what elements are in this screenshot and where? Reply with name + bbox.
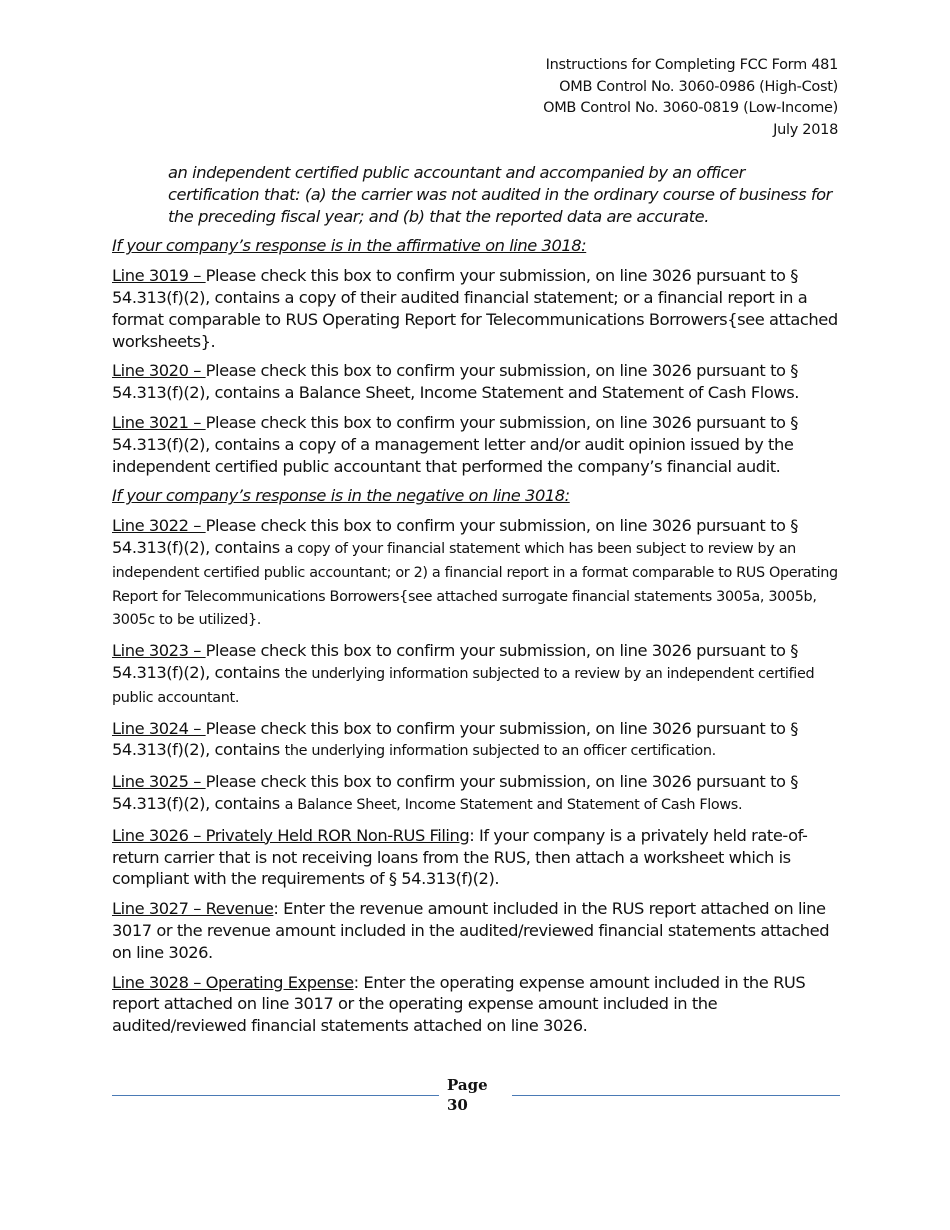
- line-3028-paragraph: [112, 972, 840, 1037]
- page-number-block: [447, 1075, 507, 1115]
- line-3023-text-small: the underlying information subjected to a review by an independent certified public accountant.: [112, 665, 815, 706]
- line-3021-text: Please check this box to confirm your submission, on line 3026 pursuant to § 54.313(f)(2), contains a copy of a management letter and/or audit opinion issued by the independent certified public accountant that performed the company’s financial audit.: [112, 412, 798, 476]
- line-3025-text-small: a Balance Sheet, Income Statement and Statement of Cash Flows.: [284, 796, 743, 813]
- footer-rule-right: [512, 1095, 840, 1096]
- page-number: 30: [447, 1096, 468, 1114]
- line-3020-text: Please check this box to confirm your submission, on line 3026 pursuant to § 54.313(f)(2), contains a Balance Sheet, Income Statement and Statement of Cash Flows.: [112, 361, 799, 403]
- line-3020-paragraph: [112, 360, 840, 404]
- line-3028-text: : Enter the operating expense amount included in the RUS report attached on line 3017 or the operating expense amount included in the audited/reviewed financial statements attached on line 3026.: [112, 972, 806, 1036]
- line-3025-label: Line 3025 –: [112, 772, 206, 792]
- line-3028-label: Line 3028 – Operating Expense: [112, 972, 354, 992]
- line-3021-label: Line 3021 –: [112, 412, 206, 432]
- line-3024-paragraph: [112, 718, 840, 764]
- line-3024-label: Line 3024 –: [112, 718, 206, 738]
- header-date: July 2018: [773, 121, 838, 138]
- line-3027-label: Line 3027 – Revenue: [112, 899, 274, 919]
- header-omb-high-cost: OMB Control No. 3060-0986 (High-Cost): [559, 78, 838, 95]
- line-3024-text: Please check this box to confirm your submission, on line 3026 pursuant to § 54.313(f)(2), contains: [112, 718, 798, 760]
- line-3024-text-small: the underlying information subjected to an officer certification.: [284, 743, 716, 760]
- line-3022-label: Line 3022 –: [112, 516, 206, 536]
- header-omb-low-income: OMB Control No. 3060-0819 (Low-Income): [543, 100, 838, 116]
- page-footer: [112, 1075, 840, 1119]
- document-header: [543, 55, 838, 141]
- line-3026-paragraph: [112, 825, 840, 890]
- line-3026-label: Line 3026 – Privately Held ROR Non-RUS Filing: [112, 825, 470, 845]
- line-3025-paragraph: [112, 771, 840, 817]
- line-3023-label: Line 3023 –: [112, 641, 206, 661]
- line-3022-text: Please check this box to confirm your submission, on line 3026 pursuant to § 54.313(f)(2), contains: [112, 516, 798, 557]
- intro-italic-paragraph: an independent certified public accountant and accompanied by an officer certification that: (a) the carrier was not audited in the ordinary course of business for the preceding fiscal year; and (b) that the reported data are accurate.: [168, 163, 832, 226]
- line-3027-text: : Enter the revenue amount included in the RUS report attached on line 3017 or the revenue amount included in the audited/reviewed financial statements attached on line 3026.: [112, 899, 830, 962]
- line-3019-label: Line 3019 –: [112, 266, 206, 286]
- line-3019-text: Please check this box to confirm your submission, on line 3026 pursuant to § 54.313(f)(2), contains a copy of their audited financial statement; or a financial report in a format comparable to RUS Operating Report for Telecommunications Borrowers{see attached worksheets}.: [112, 266, 838, 351]
- line-3021-paragraph: [112, 412, 840, 477]
- line-3023-paragraph: [112, 640, 840, 709]
- line-3022-paragraph: [112, 515, 840, 632]
- line-3023-text: Please check this box to confirm your submission, on line 3026 pursuant to § 54.313(f)(2), contains: [112, 641, 798, 682]
- line-3022-text-small: a copy of your financial statement which has been subject to review by an independent certified public accountant; or 2) a financial report in a format comparable to RUS Operating Report for Telecommunications Borrowers{see attached surrogate financial statements 3005a, 3005b, 3005c to be utilized}.: [112, 540, 838, 629]
- line-3019-paragraph: [112, 265, 840, 352]
- page-label: Page: [447, 1076, 488, 1094]
- affirmative-heading: If your company’s response is in the affirmative on line 3018:: [112, 236, 587, 256]
- line-3020-label: Line 3020 –: [112, 361, 206, 381]
- negative-heading: If your company’s response is in the negative on line 3018:: [112, 486, 570, 506]
- footer-rule-left: [112, 1095, 439, 1096]
- header-form-title: Instructions for Completing FCC Form 481: [545, 57, 838, 73]
- document-body: [112, 162, 840, 1045]
- line-3025-text: Please check this box to confirm your submission, on line 3026 pursuant to § 54.313(f)(2), contains: [112, 772, 798, 813]
- line-3026-text: : If your company is a privately held rate-of-return carrier that is not receiving loans from the RUS, then attach a worksheet which is compliant with the requirements of § 54.313(f)(2).: [112, 825, 808, 889]
- line-3027-paragraph: [112, 898, 840, 963]
